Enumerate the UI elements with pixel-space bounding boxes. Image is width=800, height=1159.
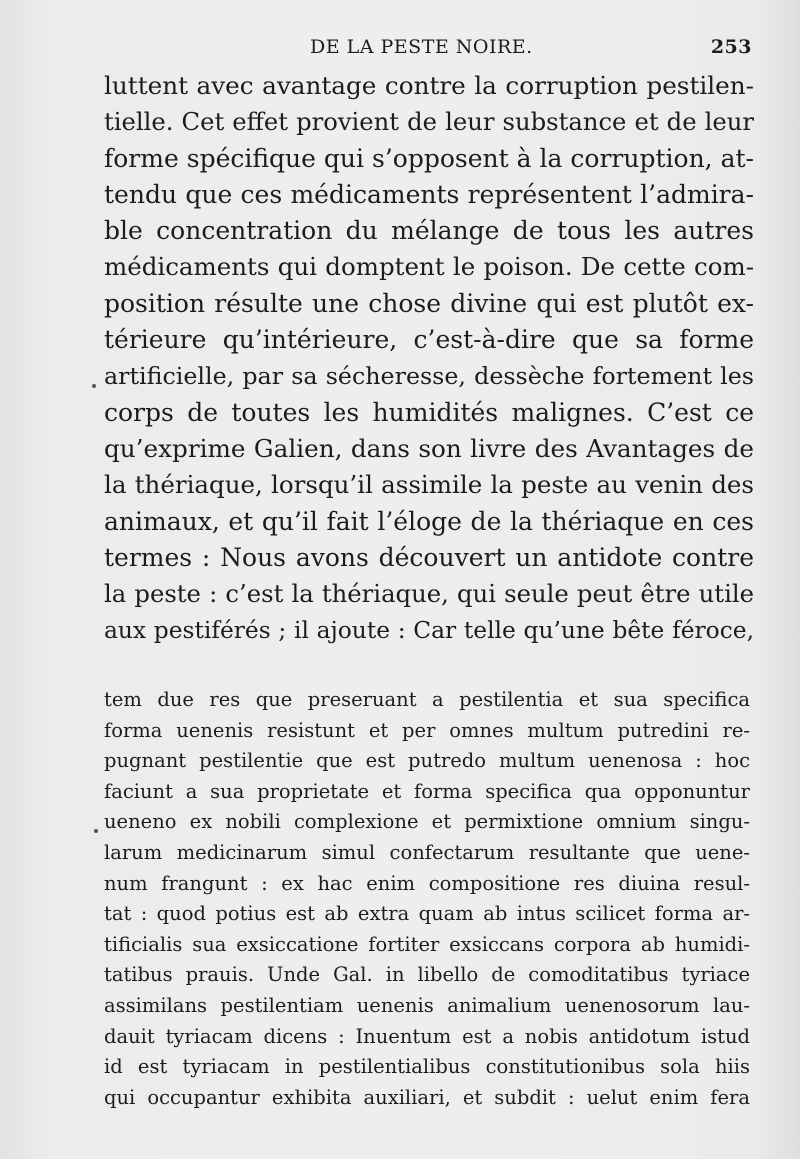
main-text-line: luttent avec avantage contre la corruption pestilen-: [104, 71, 754, 100]
footnote-line: tatibus prauis. Unde Gal. in libello de comoditatibus tyriace: [104, 963, 750, 987]
main-text-line: qu’exprime Galien, dans son livre des Avantages de: [104, 433, 754, 463]
footnote-line: pugnant pestilentie que est putredo multum uenenosa : hoc: [104, 749, 750, 773]
page-number: 253: [710, 36, 752, 58]
footnote-line: assimilans pestilentiam uenenis animalium uenenosorum lau-: [104, 993, 750, 1017]
main-text-line: tendu que ces médicaments représentent l’admira-: [104, 179, 754, 209]
footnote-line: tat : quod potius est ab extra quam ab intus scilicet forma ar-: [104, 902, 750, 926]
main-text-line: position résulte une chose divine qui est plutôt ex-: [104, 288, 754, 318]
footnote-line: tem due res que preseruant a pestilentia et sua specifica: [104, 688, 750, 711]
main-text-line: ble concentration du mélange de tous les autres: [104, 216, 754, 246]
margin-speck: [92, 384, 96, 388]
running-title: DE LA PESTE NOIRE.: [310, 36, 533, 58]
footnote-line: tificialis sua exsiccatione fortiter exsiccans corpora ab humidi-: [104, 932, 750, 956]
main-text-line: la thériaque, lorsqu’il assimile la peste au venin des: [104, 470, 754, 500]
main-text-line: artificielle, par sa sécheresse, dessèche fortement les: [104, 362, 754, 391]
footnote-block: [104, 685, 750, 1113]
main-text-line: la peste : c’est la thériaque, qui seule peut être utile: [104, 579, 754, 609]
footnote-line: qui occupantur exhibita auxiliari, et subdit : uelut enim fera: [104, 1085, 750, 1109]
footnote-line: larum medicinarum simul confectarum resultante que uene-: [104, 840, 750, 864]
main-text-line: corps de toutes les humidités malignes. C’est ce: [104, 397, 754, 427]
main-text-line: tielle. Cet effet provient de leur substance et de leur: [104, 107, 754, 137]
footnote-line: forma uenenis resistunt et per omnes multum putredini re-: [104, 718, 750, 742]
main-text-line: termes : Nous avons découvert un antidote contre: [104, 542, 754, 572]
main-text-block: [104, 68, 754, 649]
footnote-line: dauit tyriacam dicens : Inuentum est a nobis antidotum istud: [104, 1024, 750, 1048]
main-text-line: médicaments qui domptent le poison. De cette com-: [104, 252, 754, 282]
footnote-line: num frangunt : ex hac enim compositione res diuina resul-: [104, 871, 750, 895]
footnote-line: faciunt a sua proprietate et forma specifica qua opponuntur: [104, 779, 750, 803]
main-text-line: térieure qu’intérieure, c’est-à-dire que sa forme: [104, 325, 754, 355]
main-text-line: aux pestiférés ; il ajoute : Car telle qu’une bête féroce,: [104, 616, 754, 645]
running-header: [104, 36, 752, 66]
footnote-line: ueneno ex nobili complexione et permixtione omnium singu-: [104, 810, 750, 834]
main-text-line: animaux, et qu’il fait l’éloge de la thériaque en ces: [104, 506, 754, 536]
margin-speck: [94, 829, 98, 833]
footnote-line: id est tyriacam in pestilentialibus constitutionibus sola hiis: [104, 1055, 750, 1079]
main-text-line: forme spécifique qui s’opposent à la corruption, at-: [104, 143, 754, 173]
